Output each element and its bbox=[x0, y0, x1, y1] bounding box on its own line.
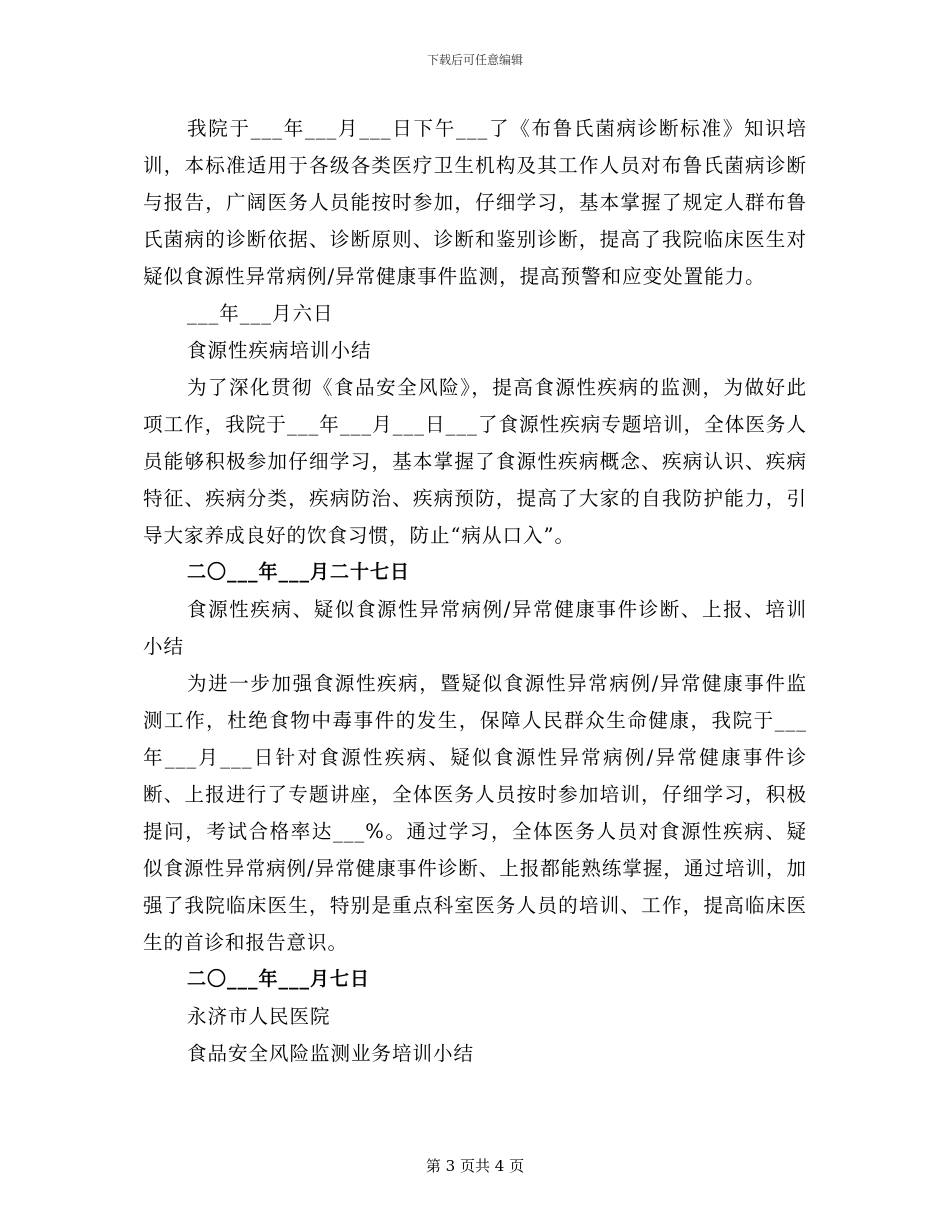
document-body bbox=[143, 110, 807, 1072]
hospital-name: 永济市人民医院 bbox=[187, 1005, 331, 1028]
page-number: 第 3 页共 4 页 bbox=[425, 1157, 525, 1175]
section-title-diagnosis-reporting: 食源性疾病、疑似食源性异常病例/异常健康事件诊断、上报、培训小结 bbox=[143, 598, 807, 658]
section-title-risk-monitoring: 食品安全风险监测业务培训小结 bbox=[187, 1042, 475, 1065]
paragraph-brucellosis-training: 我院于___年___月___日下午___了《布鲁氏菌病诊断标准》知识培训，本标准适用于各级各类医疗卫生机构及其工作人员对布鲁氏菌病诊断与报告，广阔医务人员能按时参加，仔细学习，基本掌握了规定人群布鲁氏菌病的诊断依据、诊断原则、诊断和鉴别诊断，提高了我院临床医生对疑似食源性异常病例/异常健康事件监测，提高预警和应变处置能力。 bbox=[143, 117, 807, 288]
paragraph-foodborne-training: 为了深化贯彻《食品安全风险》，提高食源性疾病的监测，为做好此项工作，我院于___年___月___日___了食源性疾病专题培训，全体医务人员能够积极参加仔细学习，基本掌握了食源性疾病概念、疾病认识、疾病特征、疾病分类，疾病防治、疾病预防，提高了大家的自我防护能力，引导大家养成良好的饮食习惯，防止“病从口入”。 bbox=[143, 376, 807, 547]
page-header-note: 下载后可任意编辑 bbox=[426, 53, 523, 67]
section-title-foodborne-training: 食源性疾病培训小结 bbox=[187, 339, 372, 362]
date-line-sixth: ___年___月六日 bbox=[187, 302, 334, 325]
paragraph-diagnosis-reporting: 为进一步加强食源性疾病，暨疑似食源性异常病例/异常健康事件监测工作，杜绝食物中毒事件的发生，保障人民群众生命健康，我院于___年___月___日针对食源性疾病、疑似食源性异常病例/异常健康事件诊断、上报进行了专题讲座，全体医务人员按时参加培训，仔细学习，积极提问，考试合格率达___%。通过学习，全体医务人员对食源性疾病、疑似食源性异常病例/异常健康事件诊断、上报都能熟练掌握，通过培训，加强了我院临床医生，特别是重点科室医务人员的培训、工作，提高临床医生的首诊和报告意识。 bbox=[143, 672, 807, 954]
date-line-twenty-seventh: 二〇___年___月二十七日 bbox=[187, 561, 411, 583]
date-line-seventh: 二〇___年___月七日 bbox=[187, 968, 371, 990]
